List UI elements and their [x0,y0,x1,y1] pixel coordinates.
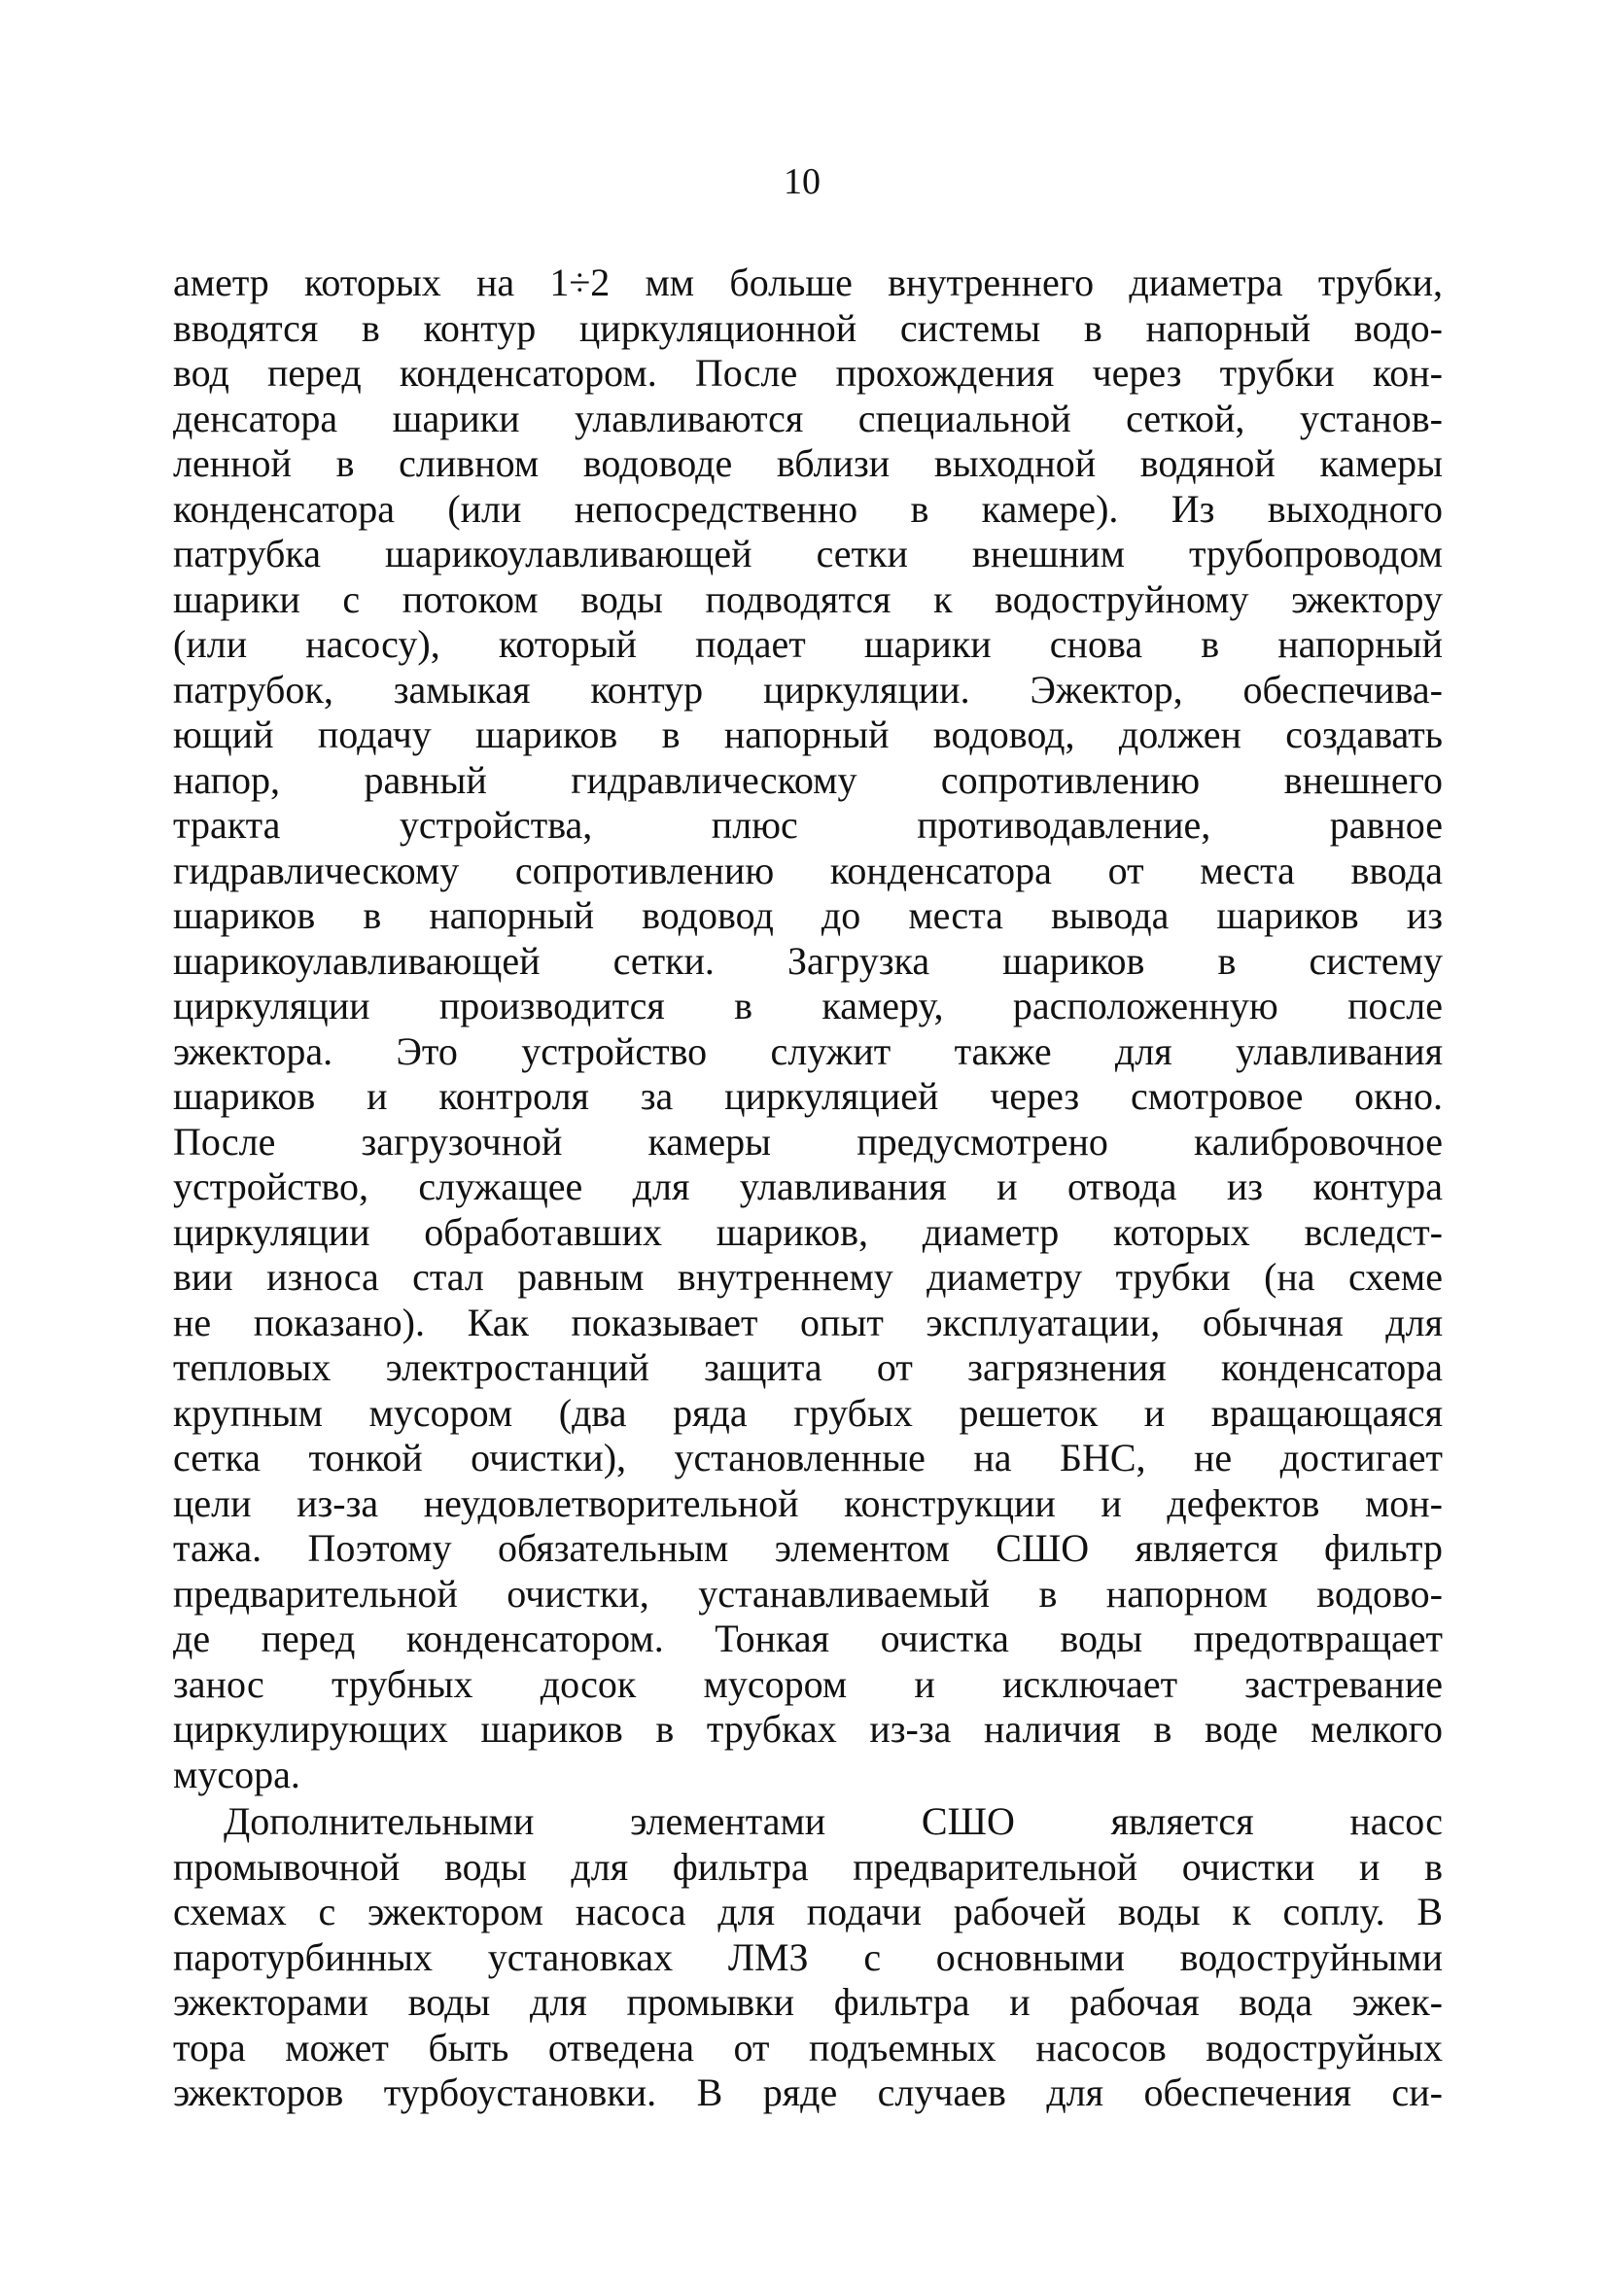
paragraph-2 [173,1799,1443,2116]
text-line: вводятся в контур циркуляционной системы в напорный водо- [173,305,1443,350]
text-line: де перед конденсатором. Тонкая очистка воды предотвращает [173,1617,1443,1660]
text-line: ленной в сливном водоводе вблизи выходной водяной камеры [173,441,1443,485]
text-line: эжектора. Это устройство служит также для улавливания [173,1028,1443,1073]
text-line: гидравлическому сопротивлению конденсатора от места ввода [173,848,1443,892]
text-line: эжекторов турбоустановки. В ряде случаев для обеспечения си- [173,2070,1443,2114]
text-line: промывочной воды для фильтра предварительной очистки и в [173,1844,1443,1889]
text-line: крупным мусором (два ряда грубых решеток и вращающаяся [173,1390,1443,1435]
text-line: цели из-за неудовлетворительной конструкции и дефектов мон- [173,1480,1443,1525]
text-line: эжекторами воды для промывки фильтра и рабочая вода эжек- [173,1980,1443,2024]
text-line: После загрузочной камеры предусмотрено калибровочное [173,1119,1443,1164]
page-number: 10 [784,161,821,202]
paragraph-1 [173,261,1443,1797]
body-text [173,261,1443,2116]
text-line: сетка тонкой очистки), установленные на БНС, не достигает [173,1436,1443,1479]
text-line: аметр которых на 1÷2 мм больше внутреннего диаметра трубки, [173,261,1443,304]
text-line: ющий подачу шариков в напорный водовод, должен создавать [173,713,1443,756]
text-line: циркулирующих шариков в трубках из-за наличия в воде мелкого [173,1707,1443,1751]
text-line: Дополнительными элементами СШО является насос [224,1799,1443,1843]
text-line: занос трубных досок мусором и исключает застревание [173,1661,1443,1706]
text-line: патрубка шарикоулавливающей сетки внешним трубопроводом [173,532,1443,575]
text-line: шарикоулавливающей сетки. Загрузка шариков в систему [173,938,1443,983]
text-line: схемах с эжектором насоса для подачи рабочей воды к соплу. В [173,1890,1443,1933]
text-line: вод перед конденсатором. После прохождения через трубки кон- [173,351,1443,395]
text-line: денсатора шарики улавливаются специальной сеткой, установ- [173,396,1443,440]
text-line: тажа. Поэтому обязательным элементом СШО является фильтр [173,1526,1443,1570]
text-line: шариков и контроля за циркуляцией через смотровое окно. [173,1074,1443,1118]
text-line: паротурбинных установках ЛМЗ с основными водоструйными [173,1934,1443,1979]
text-line: патрубок, замыкая контур циркуляции. Эжектор, обеспечива- [173,667,1443,712]
text-line: предварительной очистки, устанавливаемый в напорном водово- [173,1571,1443,1616]
text-line: циркуляции производится в камеру, расположенную после [173,984,1443,1027]
text-line: циркуляции обработавших шариков, диаметр которых вследст- [173,1209,1443,1254]
text-line: тора может быть отведена от подъемных насосов водоструйных [173,2025,1443,2070]
text-line: не показано). Как показывает опыт эксплуатации, обычная для [173,1300,1443,1344]
text-line: шарики с потоком воды подводятся к водоструйному эжектору [173,576,1443,621]
text-line: вии износа стал равным внутреннему диаметру трубки (на схеме [173,1255,1443,1299]
text-line: мусора. [173,1752,300,1796]
text-line: (или насосу), который подает шарики снова в напорный [173,622,1443,666]
text-line: тракта устройства, плюс противодавление, равное [173,803,1443,847]
text-line: напор, равный гидравлическому сопротивлению внешнего [173,757,1443,802]
text-line: тепловых электростанций защита от загрязнения конденсатора [173,1345,1443,1389]
text-line: конденсатора (или непосредственно в камере). Из выходного [173,486,1443,531]
text-line: устройство, служащее для улавливания и отвода из контура [173,1165,1443,1208]
text-line: шариков в напорный водовод до места вывода шариков из [173,893,1443,937]
